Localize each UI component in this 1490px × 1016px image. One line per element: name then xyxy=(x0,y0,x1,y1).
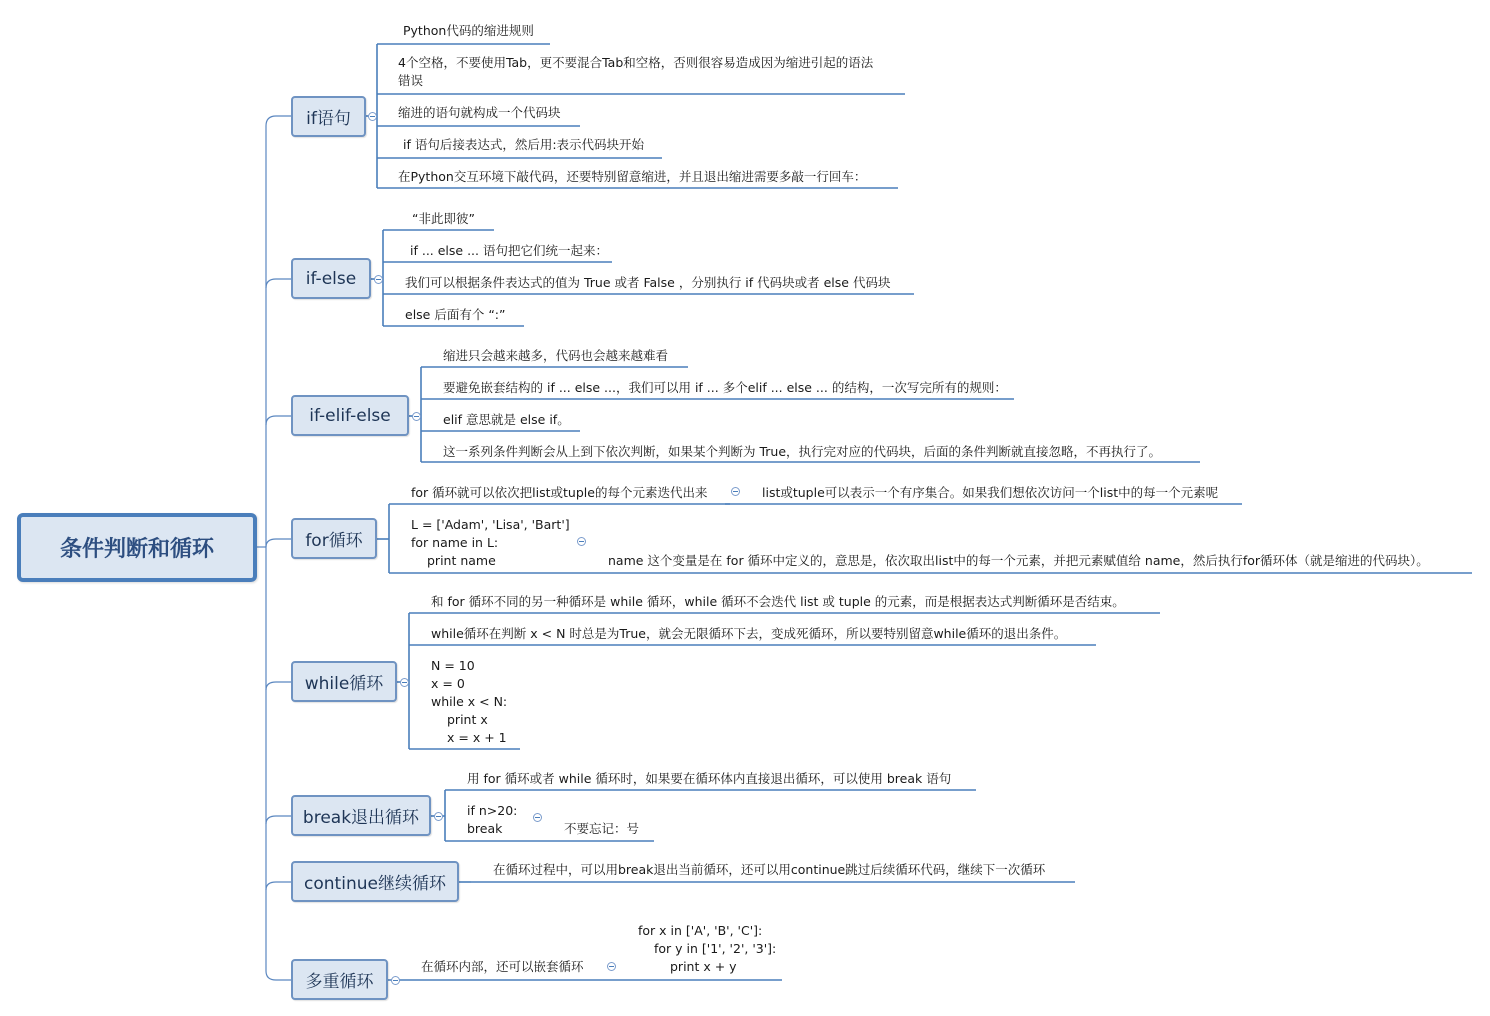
collapse-icon[interactable] xyxy=(577,537,586,546)
note-four-spaces-line2[interactable]: 错误 xyxy=(398,73,424,88)
code-break-line1[interactable]: if n>20: xyxy=(467,803,518,818)
root-topic[interactable]: 条件判断和循环 xyxy=(17,513,257,582)
note-for-iterate[interactable]: for 循环就可以依次把list或tuple的每个元素迭代出来 xyxy=(411,485,708,500)
code-break-line2[interactable]: break xyxy=(467,821,503,836)
note-top-down-eval[interactable]: 这一系列条件判断会从上到下依次判断，如果某个判断为 True，执行完对应的代码块，后面的条件判断就直接忽略，不再执行了。 xyxy=(443,444,1162,459)
code-nested-line1[interactable]: for x in ['A', 'B', 'C']: xyxy=(638,923,763,938)
topic-continue[interactable]: continue继续循环 xyxy=(291,861,459,902)
topic-if-statement[interactable]: if语句 xyxy=(291,96,366,137)
code-while-line3[interactable]: while x < N: xyxy=(431,694,508,709)
note-if-else-unify[interactable]: if ... else ... 语句把它们统一起来： xyxy=(410,243,608,258)
collapse-icon[interactable] xyxy=(607,962,616,971)
note-ordered-collection[interactable]: list或tuple可以表示一个有序集合。如果我们想依次访问一个list中的每一个元素呢 xyxy=(762,485,1219,500)
note-indent-grows[interactable]: 缩进只会越来越多，代码也会越来越难看 xyxy=(443,348,669,363)
code-nested-line3[interactable]: print x + y xyxy=(670,959,737,974)
collapse-icon[interactable] xyxy=(374,275,383,284)
topic-break[interactable]: break退出循环 xyxy=(291,795,431,836)
collapse-icon[interactable] xyxy=(533,813,542,822)
code-nested-line2[interactable]: for y in ['1', '2', '3']: xyxy=(654,941,777,956)
note-name-variable[interactable]: name 这个变量是在 for 循环中定义的，意思是，依次取出list中的每一个元素，并把元素赋值给 name，然后执行for循环体（就是缩进的代码块）。 xyxy=(608,553,1429,568)
note-avoid-nesting[interactable]: 要避免嵌套结构的 if ... else ...，我们可以用 if ... 多个elif ... else ... 的结构，一次写完所有的规则： xyxy=(443,380,1007,395)
code-while-line1[interactable]: N = 10 xyxy=(431,658,475,673)
topic-for-loop[interactable]: for循环 xyxy=(291,518,377,559)
collapse-icon[interactable] xyxy=(412,412,421,421)
code-for-line3[interactable]: print name xyxy=(427,553,496,568)
note-if-colon[interactable]: if 语句后接表达式，然后用:表示代码块开始 xyxy=(403,137,645,152)
collapse-icon[interactable] xyxy=(400,678,409,687)
collapse-icon[interactable] xyxy=(391,976,400,985)
note-code-block[interactable]: 缩进的语句就构成一个代码块 xyxy=(398,105,561,120)
note-elif-meaning[interactable]: elif 意思就是 else if。 xyxy=(443,412,570,427)
collapse-icon[interactable] xyxy=(434,812,443,821)
note-infinite-loop[interactable]: while循环在判断 x < N 时总是为True，就会无限循环下去，变成死循环，所以要特别留意while循环的退出条件。 xyxy=(431,626,1067,641)
note-else-colon[interactable]: else 后面有个 “:” xyxy=(405,307,506,322)
topic-nested-loop[interactable]: 多重循环 xyxy=(291,959,388,1000)
note-four-spaces[interactable]: 4个空格，不要使用Tab，更不要混合Tab和空格，否则很容易造成因为缩进引起的语法 xyxy=(398,55,874,70)
note-while-vs-for[interactable]: 和 for 循环不同的另一种循环是 while 循环，while 循环不会迭代 list 或 tuple 的元素，而是根据表达式判断循环是否结束。 xyxy=(431,594,1125,609)
collapse-icon[interactable] xyxy=(368,112,377,121)
note-interactive-env[interactable]: 在Python交互环境下敲代码，还要特别留意缩进，并且退出缩进需要多敲一行回车： xyxy=(398,169,867,184)
topic-while-loop[interactable]: while循环 xyxy=(291,661,397,702)
code-while-line4[interactable]: print x xyxy=(447,712,488,727)
code-while-line5[interactable]: x = x + 1 xyxy=(447,730,507,745)
topic-if-elif-else[interactable]: if-elif-else xyxy=(291,395,409,436)
note-nested-loop[interactable]: 在循环内部，还可以嵌套循环 xyxy=(421,959,584,974)
note-either-or[interactable]: “非此即彼” xyxy=(412,211,475,226)
topic-if-else[interactable]: if-else xyxy=(291,258,371,299)
note-continue-usage[interactable]: 在循环过程中，可以用break退出当前循环，还可以用continue跳过后续循环代码，继续下一次循环 xyxy=(493,862,1046,877)
note-break-usage[interactable]: 用 for 循环或者 while 循环时，如果要在循环体内直接退出循环，可以使用 break 语句 xyxy=(467,771,952,786)
code-for-line1[interactable]: L = ['Adam', 'Lisa', 'Bart'] xyxy=(411,517,570,532)
code-while-line2[interactable]: x = 0 xyxy=(431,676,465,691)
code-for-line2[interactable]: for name in L: xyxy=(411,535,499,550)
note-true-false[interactable]: 我们可以根据条件表达式的值为 True 或者 False ，分别执行 if 代码块或者 else 代码块 xyxy=(405,275,891,290)
collapse-icon[interactable] xyxy=(731,487,740,496)
note-indent-rules[interactable]: Python代码的缩进规则 xyxy=(403,23,534,38)
note-dont-forget-colon[interactable]: 不要忘记：号 xyxy=(564,821,640,836)
